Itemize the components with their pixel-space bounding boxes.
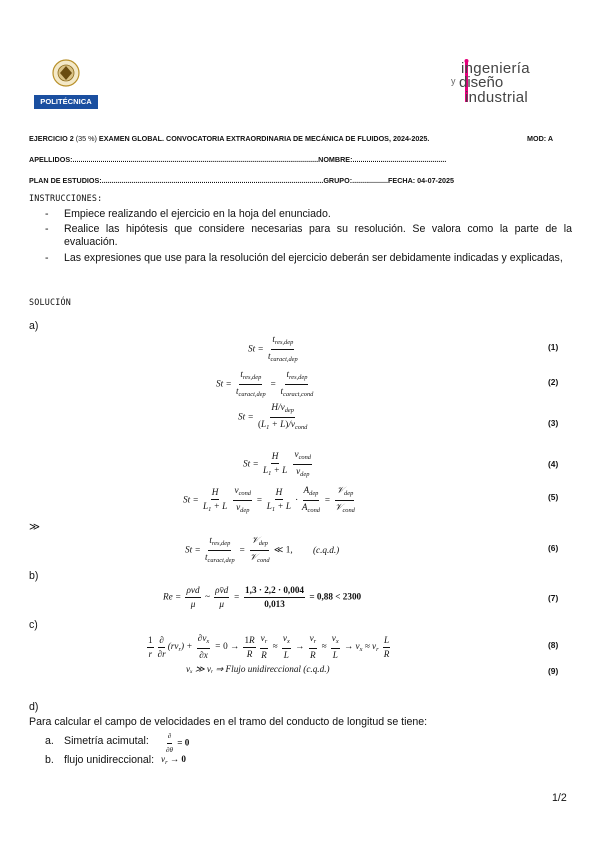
exam-title-rest: EXAMEN GLOBAL. CONVOCATORIA EXTRAORDINARIA DE MECÁNICA DE FLUIDOS, 2024-2025. (98, 134, 430, 143)
part-d-item-a-label: a. (45, 735, 54, 747)
equation-3-number: (3) (548, 418, 559, 428)
page-number: 1/2 (552, 792, 567, 804)
section-c-label: c) (29, 619, 38, 631)
equation-2-number: (2) (548, 377, 559, 387)
exam-title-line (29, 134, 429, 143)
bullet-3-marker: - (45, 252, 49, 264)
equation-4: St = $\frac{H}{L_1 + L}$ $\frac{v_{cond}}{v_{dep}}$ (243, 449, 311, 478)
equation-2: St = $\frac{t_{res,dep}}{t_{caract,dep}}$ = $\frac{t_{res,dep}}{t_{caract,cond}}$ (216, 369, 314, 398)
upm-logo-text: POLITÉCNICA (40, 97, 92, 106)
exam-title-bold: EJERCICIO 2 (29, 134, 74, 143)
equation-1-number: (1) (548, 342, 559, 352)
part-d-item-b-math: $v_r \to 0$ (161, 754, 186, 766)
equation-6: St = $\frac{t_{res,dep}}{t_{caract,dep}}$ = $\frac{𝒱_{dep}}{𝒱_{cond}}$ ≪ 1, (c.q.d.) (185, 535, 340, 564)
instruction-item-1: Empiece realizando el ejercicio en la hoja del enunciado. (64, 208, 331, 220)
equation-8-number: (8) (548, 640, 559, 650)
equation-9: vₓ ≫ vᵣ ⇒ Flujo unidireccional (c.q.d.) (186, 664, 330, 674)
equation-8: $\frac{1}{r}$ $\frac{\partial}{\partial r}$ $(rv_r)$ + $\frac{\partial v_x}{\partial x}$ = 0 → $\frac{1R}{R}$ $\frac{v_r}{R}$ ≈ $\frac{v_x}{L}$ → $\frac{v_r}{R}$ ≈ $\frac{v_x}{L}$ → $v_x \approx v_r$ $\frac{L}{R}$ (148, 633, 390, 660)
exam-title-pct: (35 %) (75, 134, 97, 143)
bullet-2-marker: - (45, 223, 49, 235)
equation-3: St = $\frac{H/v_{dep}}{(L_1 + L)/v_{cond}}$ (238, 402, 308, 431)
logo-line2: diseño (459, 74, 504, 91)
equation-6-cqd: (c.q.d.) (312, 544, 340, 555)
apellidos-line: APELLIDOS:...........................................................................................................................NOMBRE:............................................... (29, 155, 447, 164)
part-d-item-a-math: $\frac{\partial}{\partial\theta}$ = 0 (166, 732, 190, 754)
equation-7-tail: = 0,88 < 2300 (309, 591, 362, 602)
solution-heading: SOLUCIÓN (29, 297, 71, 307)
equation-7-numerator: 1,3 · 2,2 · 0,004 (244, 585, 305, 598)
logo-line3: industrial (465, 89, 529, 106)
part-d-item-b-label: b. (45, 754, 54, 766)
plan-line: PLAN DE ESTUDIOS:...............................................................................................................GRUPO:..................FECHA: 04-07-2025 (29, 176, 454, 185)
part-d-intro: Para calcular el campo de velocidades en el tramo del conducto de longitud se tiene: (29, 716, 428, 728)
much-greater-symbol: ≫ (29, 521, 41, 533)
equation-7-number: (7) (548, 593, 559, 603)
section-d-label: d) (29, 701, 39, 713)
equation-7-denominator: 0,013 (264, 599, 285, 609)
upm-logo (33, 58, 99, 110)
exam-model: MOD: A (527, 134, 554, 143)
instructions-heading: INSTRUCCIONES: (29, 193, 103, 203)
equation-6-tail: ≪ 1, (273, 544, 293, 555)
instruction-item-2: Realice las hipótesis que considere necesarias para su resolución. Se valora como la parte de la evaluación. (64, 223, 572, 248)
equation-9-number: (9) (548, 666, 559, 676)
instruction-item-3: Las expresiones que use para la resolución del ejercicio deberán ser debidamente indicadas y explicadas, (64, 252, 563, 264)
part-d-item-a-text: Simetría acimutal: (64, 735, 149, 747)
logo-prefix: y (451, 76, 456, 86)
equation-4-number: (4) (548, 459, 559, 469)
section-b-label: b) (29, 570, 39, 582)
equation-1: St = $\frac{t_{res,dep}}{t_{caract,dep}}$ (248, 334, 298, 363)
industrial-design-logo (445, 58, 555, 108)
equation-5: St = $\frac{H}{L_1 + L}$ $\frac{v_{cond}}{v_{dep}}$ = $\frac{H}{L_1 + L}$ · $\frac{A_{dep}}{A_{cond}}$ = $\frac{𝒱_{dep}}{𝒱_{cond}}$ (183, 485, 355, 514)
bullet-1-marker: - (45, 208, 49, 220)
section-a-label: a) (29, 320, 39, 332)
equation-6-number: (6) (548, 543, 559, 553)
logo-line1: ingeniería (461, 60, 530, 77)
equation-5-number: (5) (548, 492, 559, 502)
part-d-item-b-text: flujo unidireccional: (64, 754, 155, 766)
equation-7: Re = $\frac{\text{ρvd}}{\mu}$ ~ $\frac{\rho v̄d}{\mu}$ = $\frac{1,3 \cdot 2,2 \cdot 0,004}{0,013}$ = 0,88 < 2300 (163, 585, 362, 609)
